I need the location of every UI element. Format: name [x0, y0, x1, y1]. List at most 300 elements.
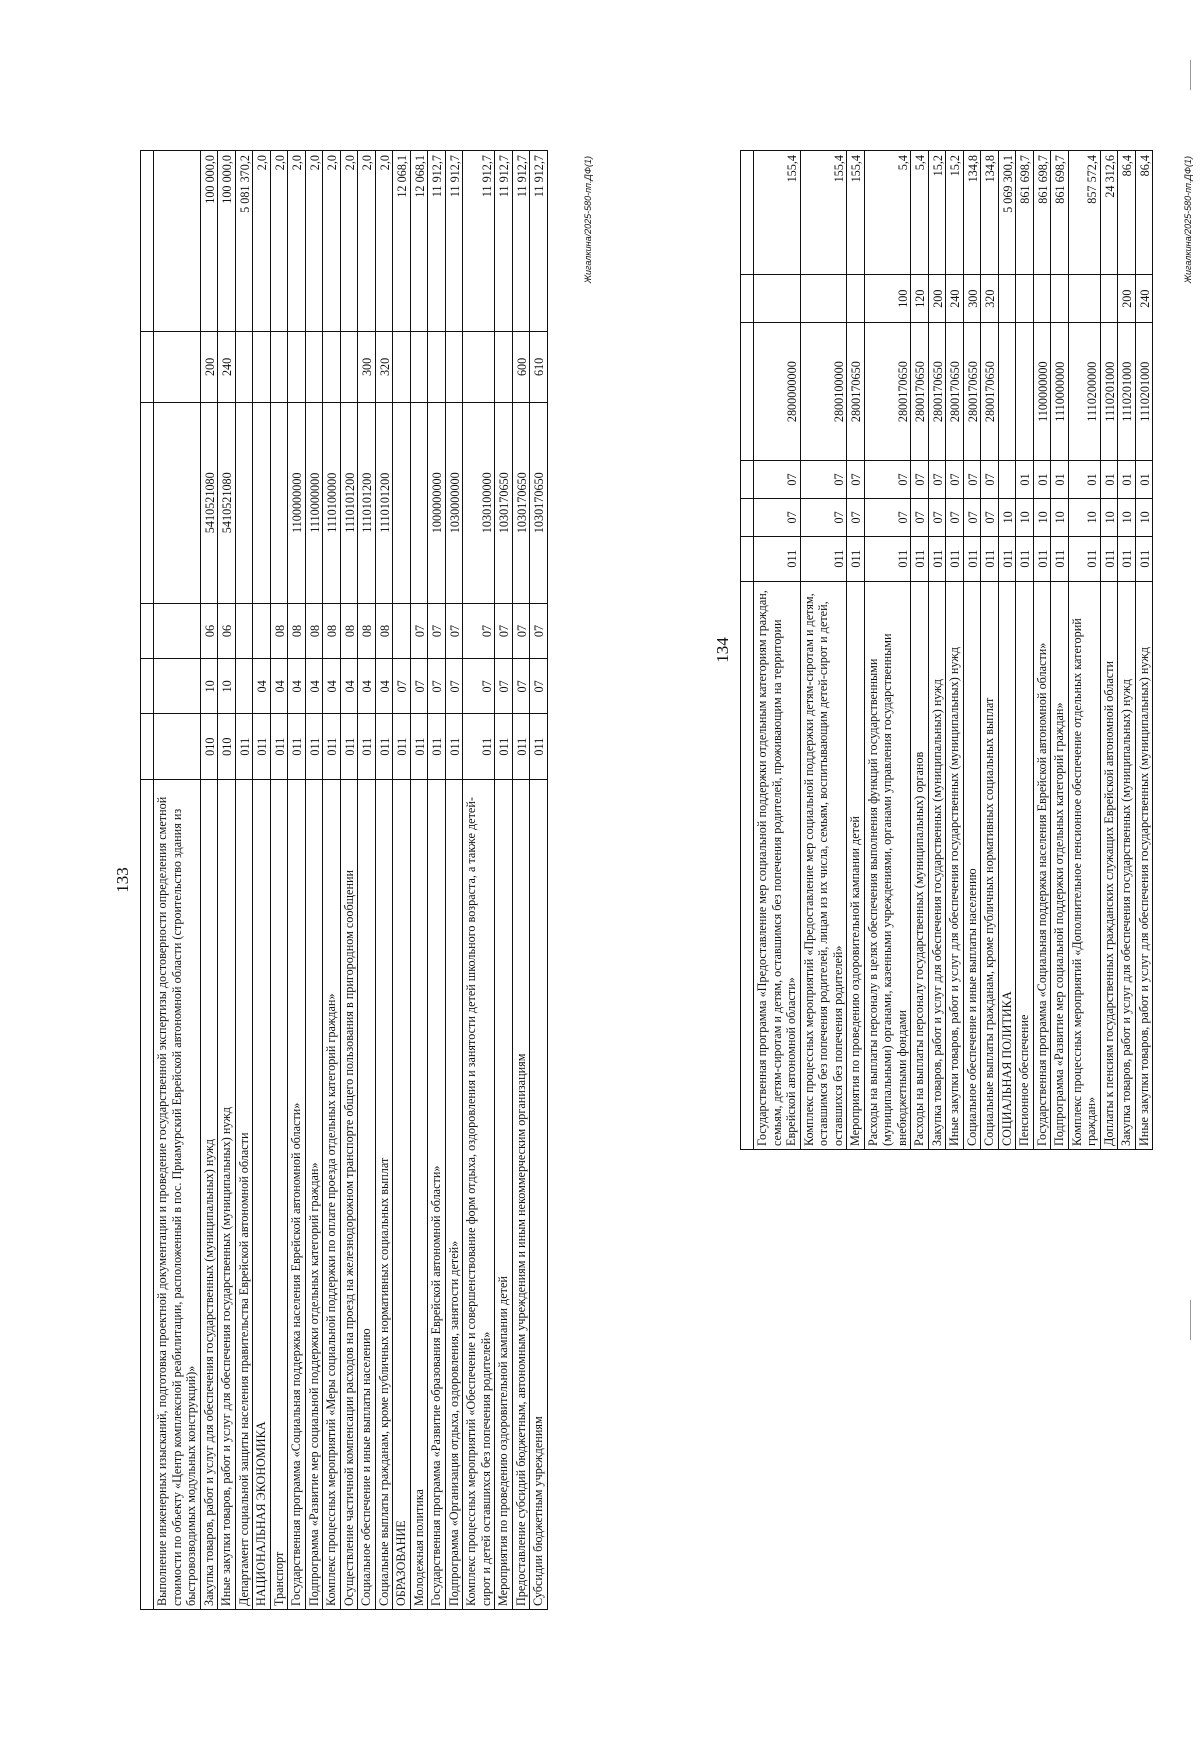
row-expense-type-cell — [1033, 275, 1051, 323]
row-name-cell: Социальное обеспечение и иные выплаты населению — [963, 581, 981, 1149]
row-section-cell: 07 — [495, 659, 513, 714]
row-subsection-cell: 07 — [428, 603, 446, 658]
row-name-cell: Социальные выплаты гражданам, кроме публичных нормативных социальных выплат — [981, 581, 999, 1149]
row-subsection-cell: 08 — [270, 603, 288, 658]
row-subsection-cell: 07 — [530, 603, 548, 658]
row-section-cell: 07 — [754, 498, 801, 536]
row-amount-cell: 861 698,7 — [1016, 151, 1034, 275]
row-expense-type-cell — [445, 332, 463, 402]
row-name-cell: НАЦИОНАЛЬНАЯ ЭКОНОМИКА — [253, 779, 271, 1609]
page-number: 134 — [713, 637, 732, 663]
table-row — [375, 151, 393, 1610]
row-expense-type-cell: 200 — [200, 332, 218, 402]
row-amount-cell: 15,2 — [928, 151, 946, 275]
row-grbs-cell: 011 — [340, 714, 358, 779]
row-section-cell: 07 — [946, 498, 964, 536]
row-subsection-cell: 07 — [800, 461, 847, 499]
row-target-article-cell: 2800170650 — [864, 323, 911, 461]
row-section-cell: 07 — [928, 498, 946, 536]
row-target-article-cell: 1030170650 — [495, 402, 513, 603]
row-grbs-cell: 011 — [305, 714, 323, 779]
row-target-article-cell: 1030170650 — [512, 402, 530, 603]
table-row — [358, 151, 376, 1610]
row-target-article-cell: 2800170650 — [981, 323, 999, 461]
page-133-rotated-content — [110, 150, 595, 1610]
row-name-cell: Мероприятия по проведению оздоровительной кампании детей — [847, 581, 865, 1149]
row-target-article-cell: 1110200000 — [1068, 323, 1100, 461]
row-subsection-cell: 08 — [323, 603, 341, 658]
row-grbs-cell: 011 — [981, 536, 999, 581]
row-expense-type-cell: 600 — [512, 332, 530, 402]
table-row — [393, 151, 411, 1610]
table-header-row — [741, 151, 754, 1150]
scan-edge-mark — [1190, 60, 1191, 90]
row-subsection-cell: 01 — [1016, 461, 1034, 499]
table-row — [323, 151, 341, 1610]
row-section-cell: 07 — [445, 659, 463, 714]
row-name-cell: Комплекс процессных мероприятий «Предоставление мер социальной поддержки детям-сиротам и детям, оставшимся без попечения родителей, лицам из их числа, семьям, воспитывающим детей-сирот и детей, оставшихся без попечения родителей» — [800, 581, 847, 1149]
row-amount-cell: 5 069 300,1 — [998, 151, 1016, 275]
row-name-cell: Закупка товаров, работ и услуг для обеспечения государственных (муниципальных) нужд — [200, 779, 218, 1609]
row-section-cell: 07 — [800, 498, 847, 536]
row-expense-type-cell — [847, 275, 865, 323]
row-target-article-cell — [270, 402, 288, 603]
row-grbs-cell: 011 — [288, 714, 306, 779]
table-body-133 — [154, 151, 548, 1610]
row-grbs-cell: 011 — [911, 536, 929, 581]
row-section-cell: 10 — [1016, 498, 1034, 536]
row-section-cell: 10 — [998, 498, 1016, 536]
row-grbs-cell: 011 — [1033, 536, 1051, 581]
row-expense-type-cell: 300 — [358, 332, 376, 402]
row-target-article-cell — [410, 402, 428, 603]
row-name-cell: Закупка товаров, работ и услуг для обеспечения государственных (муниципальных) нужд — [1118, 581, 1136, 1149]
row-expense-type-cell — [754, 275, 801, 323]
row-name-cell: Расходы на выплаты персоналу государственных (муниципальных) органов — [911, 581, 929, 1149]
table-row — [1016, 151, 1034, 1150]
row-amount-cell: 2,0 — [340, 151, 358, 332]
row-grbs-cell: 011 — [463, 714, 495, 779]
row-grbs-cell: 011 — [1051, 536, 1069, 581]
row-target-article-cell: 2800100000 — [800, 323, 847, 461]
table-row — [512, 151, 530, 1610]
row-subsection-cell: 08 — [358, 603, 376, 658]
row-name-cell: Подпрограмма «Развитие мер социальной поддержки отдельных категорий граждан» — [305, 779, 323, 1609]
row-name-cell: Иные закупки товаров, работ и услуг для обеспечения государственных (муниципальных) нужд — [1135, 581, 1153, 1149]
row-expense-type-cell — [270, 332, 288, 402]
row-target-article-cell: 1110101200 — [375, 402, 393, 603]
row-target-article-cell: 5410521080 — [218, 402, 236, 603]
row-section-cell: 07 — [463, 659, 495, 714]
row-expense-type-cell: 300 — [963, 275, 981, 323]
row-subsection-cell: 07 — [463, 603, 495, 658]
page-number: 133 — [113, 867, 132, 893]
row-expense-type-cell: 320 — [981, 275, 999, 323]
row-section-cell: 10 — [200, 659, 218, 714]
row-amount-cell: 11 912,7 — [445, 151, 463, 332]
row-grbs-cell: 011 — [495, 714, 513, 779]
table-row — [1118, 151, 1136, 1150]
row-name-cell: СОЦИАЛЬНАЯ ПОЛИТИКА — [998, 581, 1016, 1149]
row-amount-cell: 24 312,6 — [1100, 151, 1118, 275]
row-name-cell: Транспорт — [270, 779, 288, 1609]
table-row — [998, 151, 1016, 1150]
row-section-cell: 04 — [270, 659, 288, 714]
table-row — [445, 151, 463, 1610]
row-grbs-cell: 011 — [445, 714, 463, 779]
row-grbs-cell: 011 — [1135, 536, 1153, 581]
table-row — [463, 151, 495, 1610]
row-target-article-cell: 5410521080 — [200, 402, 218, 603]
row-expense-type-cell — [305, 332, 323, 402]
row-subsection-cell: 07 — [946, 461, 964, 499]
row-section-cell: 10 — [1033, 498, 1051, 536]
row-subsection-cell: 08 — [375, 603, 393, 658]
table-row — [1100, 151, 1118, 1150]
row-amount-cell: 2,0 — [270, 151, 288, 332]
table-row — [218, 151, 236, 1610]
row-amount-cell: 15,2 — [946, 151, 964, 275]
row-amount-cell: 2,0 — [288, 151, 306, 332]
table-row — [963, 151, 981, 1150]
row-name-cell: Комплекс процессных мероприятий «Меры социальной поддержки по оплате проезда отдельных категорий граждан» — [323, 779, 341, 1609]
row-expense-type-cell: 200 — [1118, 275, 1136, 323]
row-expense-type-cell — [323, 332, 341, 402]
row-subsection-cell: 01 — [1135, 461, 1153, 499]
row-grbs-cell: 011 — [253, 714, 271, 779]
row-section-cell: 10 — [1100, 498, 1118, 536]
row-name-cell: Предоставление субсидий бюджетным, автономным учреждениям и иным некоммерческим организациям — [512, 779, 530, 1609]
row-grbs-cell: 011 — [864, 536, 911, 581]
row-subsection-cell: 08 — [288, 603, 306, 658]
row-target-article-cell — [154, 402, 201, 603]
footer-code: Жигалкина/2025-580-пп.ДФ(1) — [1183, 156, 1193, 284]
row-amount-cell: 12 068,1 — [393, 151, 411, 332]
row-name-cell: Закупка товаров, работ и услуг для обеспечения государственных (муниципальных) нужд — [928, 581, 946, 1149]
row-grbs-cell: 011 — [530, 714, 548, 779]
row-name-cell: Комплекс процессных мероприятий «Дополнительное пенсионное обеспечение отдельных категорий граждан» — [1068, 581, 1100, 1149]
row-target-article-cell: 2800170650 — [928, 323, 946, 461]
row-expense-type-cell: 320 — [375, 332, 393, 402]
row-grbs-cell: 011 — [754, 536, 801, 581]
row-grbs-cell: 011 — [847, 536, 865, 581]
table-row — [800, 151, 847, 1150]
row-name-cell: Государственная программа «Социальная поддержка населения Еврейской автономной области» — [288, 779, 306, 1609]
row-name-cell: ОБРАЗОВАНИЕ — [393, 779, 411, 1609]
row-section-cell: 04 — [375, 659, 393, 714]
table-row — [495, 151, 513, 1610]
row-amount-cell: 5,4 — [864, 151, 911, 275]
row-amount-cell: 861 698,7 — [1033, 151, 1051, 275]
row-subsection-cell: 07 — [928, 461, 946, 499]
row-subsection-cell: 08 — [305, 603, 323, 658]
row-target-article-cell: 2800170650 — [847, 323, 865, 461]
row-section-cell: 10 — [218, 659, 236, 714]
row-amount-cell: 86,4 — [1118, 151, 1136, 275]
row-target-article-cell — [253, 402, 271, 603]
row-name-cell: Департамент социальной защиты населения правительства Еврейской автономной области — [235, 779, 253, 1609]
row-subsection-cell: 07 — [864, 461, 911, 499]
row-name-cell: Подпрограмма «Организация отдыха, оздоровления, занятости детей» — [445, 779, 463, 1609]
row-amount-cell: 2,0 — [253, 151, 271, 332]
row-name-cell: Иные закупки товаров, работ и услуг для обеспечения государственных (муниципальных) нужд — [946, 581, 964, 1149]
row-name-cell: Государственная программа «Социальная поддержка населения Еврейской автономной области» — [1033, 581, 1051, 1149]
row-name-cell: Социальные выплаты гражданам, кроме публичных нормативных социальных выплат — [375, 779, 393, 1609]
row-amount-cell: 86,4 — [1135, 151, 1153, 275]
row-subsection-cell: 07 — [495, 603, 513, 658]
row-section-cell: 10 — [1135, 498, 1153, 536]
row-expense-type-cell: 240 — [946, 275, 964, 323]
table-row — [946, 151, 964, 1150]
table-body-134 — [754, 151, 1153, 1150]
page-134 — [600, 0, 1200, 1739]
row-section-cell: 04 — [323, 659, 341, 714]
row-target-article-cell: 1110201000 — [1135, 323, 1153, 461]
row-name-cell: Выполнение инженерных изысканий, подготовка проектной документации и проведение государственной экспертизы достоверности определения сметной стоимости по объекту «Центр комплексной реабилитации, расположенный в пос. Приамурский Еврейской автономной области (строительство здания из быстровозводимых модульных конструкций)» — [154, 779, 201, 1609]
table-row — [305, 151, 323, 1610]
row-name-cell: Государственная программа «Предоставление мер социальной поддержки отдельным категориям граждан, семьям, детям-сиротам и детям, оставшимся без попечения родителей, проживающим на территории Еврейской автономной области» — [754, 581, 801, 1149]
row-subsection-cell — [998, 461, 1016, 499]
footer-code: Жигалкина/2025-580-пп.ДФ(1) — [583, 156, 593, 284]
row-expense-type-cell — [340, 332, 358, 402]
row-subsection-cell: 01 — [1068, 461, 1100, 499]
row-grbs-cell: 011 — [375, 714, 393, 779]
row-subsection-cell — [253, 603, 271, 658]
row-expense-type-cell: 200 — [928, 275, 946, 323]
table-row — [1033, 151, 1051, 1150]
row-amount-cell: 11 912,7 — [495, 151, 513, 332]
table-row — [288, 151, 306, 1610]
table-row — [253, 151, 271, 1610]
row-subsection-cell: 01 — [1051, 461, 1069, 499]
row-expense-type-cell — [235, 332, 253, 402]
row-expense-type-cell: 240 — [218, 332, 236, 402]
row-expense-type-cell — [800, 275, 847, 323]
row-amount-cell: 11 912,7 — [512, 151, 530, 332]
budget-table-133 — [140, 150, 548, 1610]
row-expense-type-cell — [1051, 275, 1069, 323]
row-section-cell: 07 — [981, 498, 999, 536]
row-grbs-cell: 011 — [428, 714, 446, 779]
row-name-cell: Осуществление частичной компенсации расходов на проезд на железнодорожном транспорте общего пользования в пригородном сообщении — [340, 779, 358, 1609]
row-section-cell: 10 — [1051, 498, 1069, 536]
row-amount-cell: 857 572,4 — [1068, 151, 1100, 275]
row-name-cell: Социальное обеспечение и иные выплаты населению — [358, 779, 376, 1609]
row-grbs-cell: 011 — [410, 714, 428, 779]
row-target-article-cell — [235, 402, 253, 603]
row-amount-cell — [154, 151, 201, 332]
row-grbs-cell: 011 — [270, 714, 288, 779]
row-target-article-cell: 1100000000 — [1033, 323, 1051, 461]
row-subsection-cell: 07 — [911, 461, 929, 499]
row-grbs-cell: 010 — [200, 714, 218, 779]
row-name-cell: Субсидии бюджетным учреждениям — [530, 779, 548, 1609]
row-subsection-cell — [154, 603, 201, 658]
row-name-cell: Подпрограмма «Развитие мер социальной поддержки отдельных категорий граждан» — [1051, 581, 1069, 1149]
row-amount-cell: 100 000,0 — [218, 151, 236, 332]
row-grbs-cell: 011 — [946, 536, 964, 581]
row-target-article-cell: 1030100000 — [463, 402, 495, 603]
budget-table-134 — [740, 150, 1153, 1150]
row-subsection-cell — [235, 603, 253, 658]
row-amount-cell: 5,4 — [911, 151, 929, 275]
row-subsection-cell: 01 — [1033, 461, 1051, 499]
row-target-article-cell: 1110201000 — [1118, 323, 1136, 461]
table-row — [154, 151, 201, 1610]
row-expense-type-cell — [998, 275, 1016, 323]
page-134-rotated-content — [710, 150, 1195, 1150]
row-subsection-cell: 06 — [200, 603, 218, 658]
row-target-article-cell — [1016, 323, 1034, 461]
table-row — [981, 151, 999, 1150]
row-subsection-cell: 07 — [963, 461, 981, 499]
row-section-cell: 07 — [911, 498, 929, 536]
row-expense-type-cell — [1016, 275, 1034, 323]
row-grbs-cell: 011 — [1100, 536, 1118, 581]
row-subsection-cell: 01 — [1100, 461, 1118, 499]
row-target-article-cell: 1110101200 — [358, 402, 376, 603]
row-name-cell: Доплаты к пенсиям государственных гражданских служащих Еврейской автономной области — [1100, 581, 1118, 1149]
row-section-cell — [154, 659, 201, 714]
row-grbs-cell: 011 — [928, 536, 946, 581]
row-amount-cell: 155,4 — [754, 151, 801, 275]
row-section-cell: 07 — [410, 659, 428, 714]
row-section-cell: 07 — [512, 659, 530, 714]
row-grbs-cell: 011 — [963, 536, 981, 581]
row-name-cell: Мероприятия по проведению оздоровительной кампании детей — [495, 779, 513, 1609]
row-grbs-cell: 011 — [393, 714, 411, 779]
row-grbs-cell: 011 — [235, 714, 253, 779]
row-section-cell: 07 — [963, 498, 981, 536]
table-row — [235, 151, 253, 1610]
table-header-row — [141, 151, 154, 1610]
row-name-cell: Государственная программа «Развитие образования Еврейской автономной области» — [428, 779, 446, 1609]
row-expense-type-cell: 120 — [911, 275, 929, 323]
row-subsection-cell: 07 — [981, 461, 999, 499]
table-row — [530, 151, 548, 1610]
row-section-cell: 04 — [358, 659, 376, 714]
table-row — [847, 151, 865, 1150]
row-target-article-cell — [998, 323, 1016, 461]
scan-edge-mark — [1190, 1300, 1191, 1340]
row-section-cell: 07 — [530, 659, 548, 714]
row-section-cell: 07 — [393, 659, 411, 714]
row-amount-cell: 2,0 — [305, 151, 323, 332]
row-target-article-cell — [393, 402, 411, 603]
row-grbs-cell: 010 — [218, 714, 236, 779]
row-subsection-cell: 07 — [512, 603, 530, 658]
table-row — [754, 151, 801, 1150]
row-section-cell: 04 — [340, 659, 358, 714]
row-amount-cell: 155,4 — [800, 151, 847, 275]
table-row — [911, 151, 929, 1150]
row-amount-cell: 11 912,7 — [428, 151, 446, 332]
row-grbs-cell — [154, 714, 201, 779]
row-name-cell: Пенсионное обеспечение — [1016, 581, 1034, 1149]
row-amount-cell: 2,0 — [375, 151, 393, 332]
row-expense-type-cell: 240 — [1135, 275, 1153, 323]
row-name-cell: Иные закупки товаров, работ и услуг для обеспечения государственных (муниципальных) нужд — [218, 779, 236, 1609]
row-expense-type-cell: 610 — [530, 332, 548, 402]
table-row — [340, 151, 358, 1610]
row-expense-type-cell — [428, 332, 446, 402]
row-section-cell: 04 — [253, 659, 271, 714]
table-row — [1051, 151, 1069, 1150]
row-target-article-cell: 1110000000 — [1051, 323, 1069, 461]
row-grbs-cell: 011 — [1068, 536, 1100, 581]
row-section-cell: 04 — [305, 659, 323, 714]
row-expense-type-cell — [463, 332, 495, 402]
row-target-article-cell: 1110000000 — [305, 402, 323, 603]
row-subsection-cell: 07 — [847, 461, 865, 499]
row-subsection-cell: 07 — [445, 603, 463, 658]
row-amount-cell: 100 000,0 — [200, 151, 218, 332]
row-amount-cell: 155,4 — [847, 151, 865, 275]
row-target-article-cell: 2800170650 — [911, 323, 929, 461]
row-subsection-cell — [393, 603, 411, 658]
table-row — [428, 151, 446, 1610]
table-row — [270, 151, 288, 1610]
table-row — [928, 151, 946, 1150]
row-amount-cell: 2,0 — [323, 151, 341, 332]
row-target-article-cell: 2800170650 — [946, 323, 964, 461]
row-expense-type-cell — [154, 332, 201, 402]
row-subsection-cell: 08 — [340, 603, 358, 658]
row-amount-cell: 134,8 — [963, 151, 981, 275]
row-section-cell: 07 — [864, 498, 911, 536]
row-amount-cell: 134,8 — [981, 151, 999, 275]
row-expense-type-cell — [410, 332, 428, 402]
row-amount-cell: 11 912,7 — [530, 151, 548, 332]
row-target-article-cell: 2800000000 — [754, 323, 801, 461]
row-expense-type-cell — [253, 332, 271, 402]
row-target-article-cell: 1110100000 — [323, 402, 341, 603]
row-grbs-cell: 011 — [1016, 536, 1034, 581]
row-grbs-cell: 011 — [800, 536, 847, 581]
row-target-article-cell: 1030000000 — [445, 402, 463, 603]
row-expense-type-cell — [1100, 275, 1118, 323]
row-name-cell: Молодежная политика — [410, 779, 428, 1609]
row-section-cell: 10 — [1118, 498, 1136, 536]
table-row — [200, 151, 218, 1610]
row-grbs-cell: 011 — [358, 714, 376, 779]
row-amount-cell: 861 698,7 — [1051, 151, 1069, 275]
table-row — [1135, 151, 1153, 1150]
row-subsection-cell: 01 — [1118, 461, 1136, 499]
row-name-cell: Расходы на выплаты персоналу в целях обеспечения выполнения функций государственными (муниципальными) органами, казенными учреждениями, органами управления государственными внебюджетными фондами — [864, 581, 911, 1149]
row-section-cell: 07 — [847, 498, 865, 536]
row-grbs-cell: 011 — [998, 536, 1016, 581]
row-subsection-cell: 07 — [754, 461, 801, 499]
row-section-cell: 07 — [428, 659, 446, 714]
row-section-cell: 10 — [1068, 498, 1100, 536]
row-expense-type-cell — [288, 332, 306, 402]
table-row — [410, 151, 428, 1610]
row-amount-cell: 12 068,1 — [410, 151, 428, 332]
row-name-cell: Комплекс процессных мероприятий «Обеспечение и совершенствование форм отдыха, оздоровления и занятости детей школьного возраста, а также детей-сирот и детей оставшихся без попечения родителей» — [463, 779, 495, 1609]
row-target-article-cell: 1110201000 — [1100, 323, 1118, 461]
row-target-article-cell: 1110101200 — [340, 402, 358, 603]
row-subsection-cell: 07 — [410, 603, 428, 658]
row-grbs-cell: 011 — [512, 714, 530, 779]
row-expense-type-cell: 100 — [864, 275, 911, 323]
row-expense-type-cell — [495, 332, 513, 402]
table-row — [1068, 151, 1100, 1150]
row-target-article-cell: 1030170650 — [530, 402, 548, 603]
row-target-article-cell: 1000000000 — [428, 402, 446, 603]
row-expense-type-cell — [393, 332, 411, 402]
row-expense-type-cell — [1068, 275, 1100, 323]
